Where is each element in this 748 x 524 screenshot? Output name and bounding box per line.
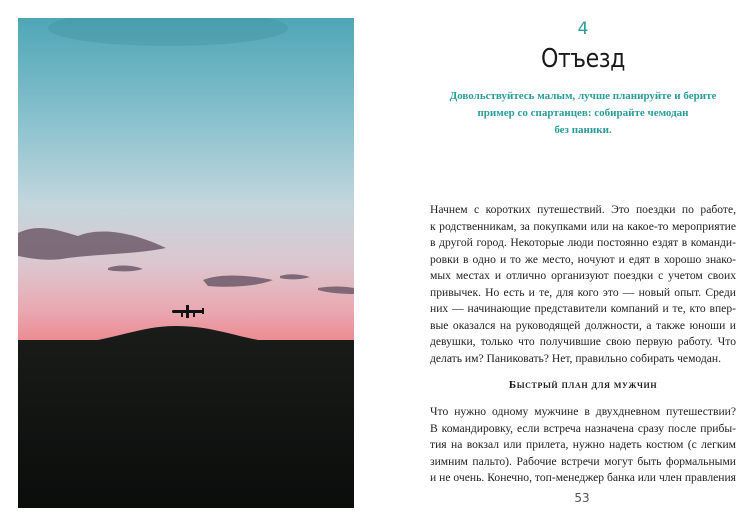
chapter-photo	[18, 18, 354, 508]
text-line: мых местах и отлично организуют поездки с учетом своих	[430, 269, 736, 282]
text-line: к родственникам, за покупками или на какое-то мероприятие	[430, 219, 736, 233]
text-line: и не очень. Конечно, топ-менеджер банка или член правления	[430, 471, 736, 484]
epigraph-line: без паники.	[554, 124, 612, 136]
chapter-number: 4	[577, 19, 589, 39]
section-heading: Быстрый план для мужчин	[508, 379, 658, 391]
text-line: зимним пальто). Рабочие встречи могут быть формальными	[430, 454, 736, 468]
text-line: них — начинающие представители компаний и те, кто впер-	[430, 302, 736, 315]
text-line: привычек. Но есть и те, для кого это — новый опыт. Среди	[430, 285, 736, 299]
epigraph-line: Довольствуйтесь малым, лучше планируйте и берите	[449, 90, 717, 102]
text-line: в другой город. Некоторые люди постоянно ездят в команди-	[430, 236, 736, 249]
paragraph-intro	[430, 202, 736, 367]
text-line: ровки в одно и то же место, ночуют и едят в хорошо знако-	[430, 252, 736, 266]
text-line: В командировку, если встреча назначена сразу после прибы-	[430, 421, 736, 435]
text-line: делать им? Паниковать? Нет, правильно собирать чемодан.	[430, 351, 722, 365]
text-line: Начнем с коротких путешествий. Это поездки по работе,	[430, 203, 736, 216]
epigraph-line: пример со спартанцев: собирайте чемодан	[477, 107, 689, 119]
text-line: девушки, только что получившие свою первую работу. Что	[430, 335, 736, 348]
hill-silhouette	[18, 326, 354, 508]
chapter-title: Отъезд	[541, 44, 625, 74]
paragraph-men-plan	[430, 404, 736, 487]
page-number: 53	[574, 491, 590, 505]
text-line: тия на вокзал или прилета, нужно надеть костюм (с легким	[430, 438, 736, 451]
text-line: Что нужно одному мужчине в двухдневном путешествии?	[430, 405, 736, 418]
text-line: вые оказался на руководящей должности, а также юноши и	[430, 318, 736, 332]
sunset-airplane-illustration	[18, 18, 354, 508]
epigraph	[430, 88, 736, 139]
